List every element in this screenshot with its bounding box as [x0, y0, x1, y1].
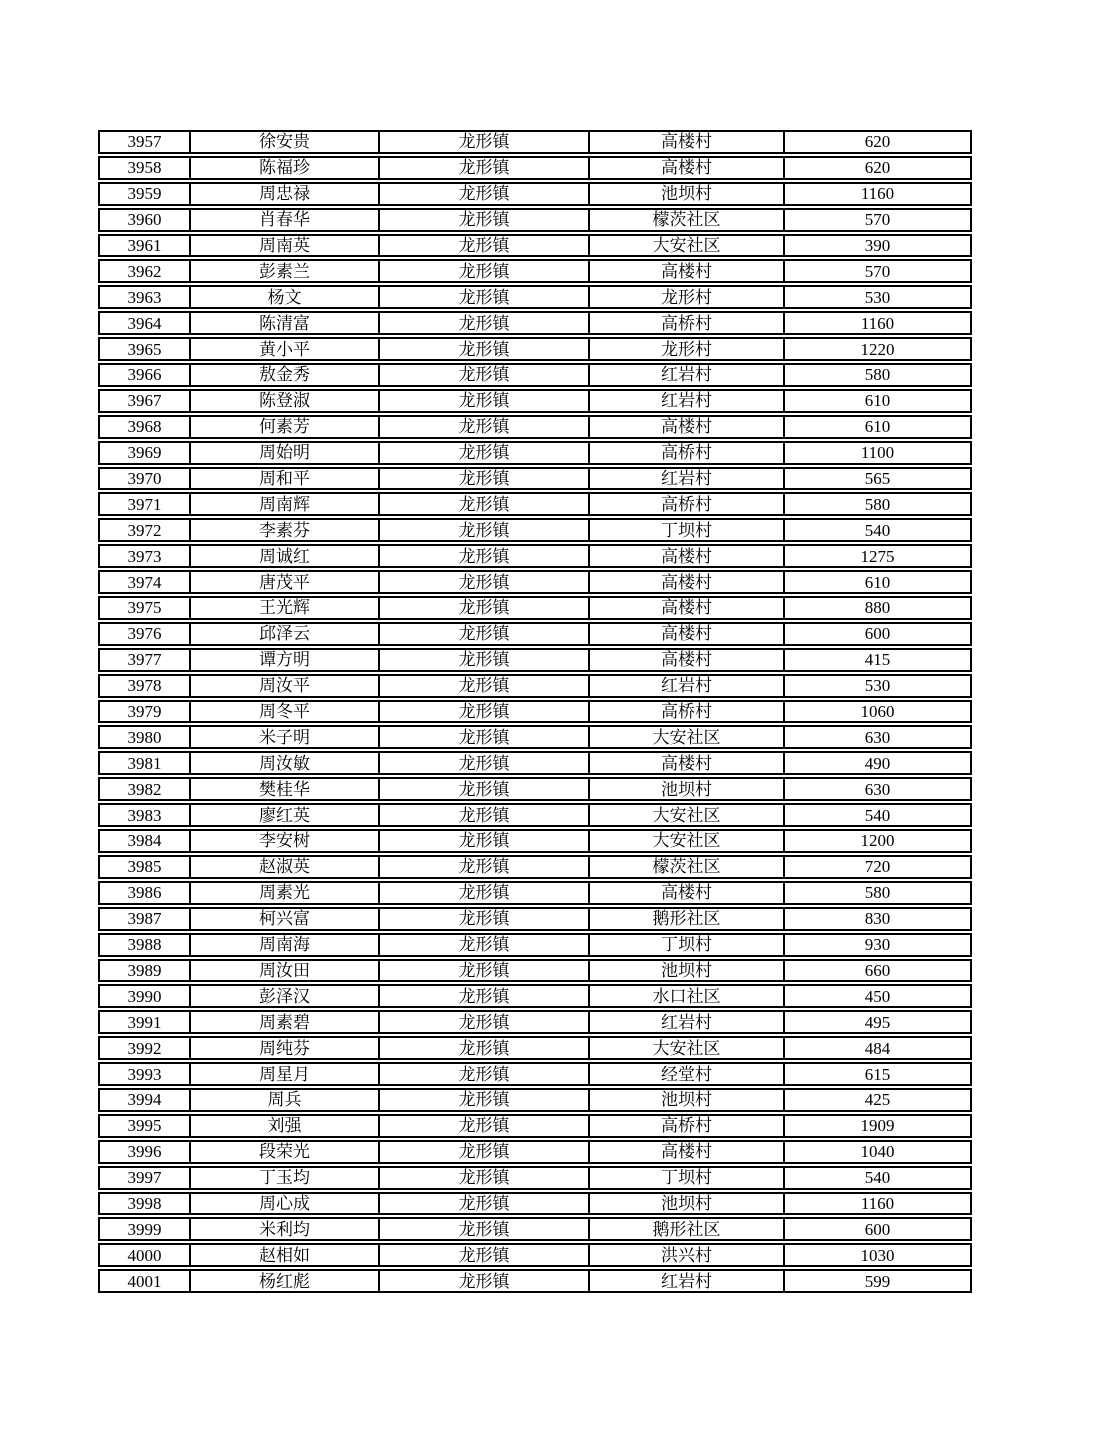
cell-town: 龙形镇 [378, 753, 588, 773]
cell-name: 段荣光 [189, 1142, 378, 1162]
cell-amount: 620 [783, 158, 970, 178]
cell-village: 池坝村 [588, 1090, 783, 1110]
cell-town: 龙形镇 [378, 391, 588, 411]
cell-amount: 425 [783, 1090, 970, 1110]
cell-town: 龙形镇 [378, 909, 588, 929]
cell-village: 高桥村 [588, 494, 783, 514]
table-row [98, 130, 972, 154]
cell-village: 高楼村 [588, 650, 783, 670]
cell-amount: 565 [783, 469, 970, 489]
table-row [98, 467, 972, 491]
cell-amount: 1160 [783, 184, 970, 204]
cell-name: 周冬平 [189, 702, 378, 722]
table-row [98, 855, 972, 879]
cell-amount: 484 [783, 1038, 970, 1058]
cell-town: 龙形镇 [378, 184, 588, 204]
table-row [98, 1192, 972, 1216]
cell-name: 杨红彪 [189, 1271, 378, 1291]
cell-town: 龙形镇 [378, 702, 588, 722]
cell-amount: 570 [783, 261, 970, 281]
cell-serial: 3981 [127, 753, 162, 773]
cell-serial: 3969 [127, 443, 162, 463]
table-row [98, 907, 972, 931]
cell-name: 黄小平 [189, 339, 378, 359]
cell-serial: 3987 [127, 909, 162, 929]
cell-serial: 3966 [127, 365, 162, 385]
cell-amount: 1160 [783, 1194, 970, 1214]
cell-town: 龙形镇 [378, 650, 588, 670]
cell-amount: 599 [783, 1271, 970, 1291]
cell-serial: 3967 [127, 391, 162, 411]
table-row [98, 1114, 972, 1138]
cell-name: 邱泽云 [189, 624, 378, 644]
table-row [98, 311, 972, 335]
cell-amount: 615 [783, 1064, 970, 1084]
cell-name: 周南海 [189, 935, 378, 955]
table-row [98, 881, 972, 905]
cell-amount: 610 [783, 391, 970, 411]
cell-serial: 3980 [127, 727, 162, 747]
cell-serial: 3975 [127, 598, 162, 618]
cell-village: 高楼村 [588, 572, 783, 592]
cell-town: 龙形镇 [378, 546, 588, 566]
cell-town: 龙形镇 [378, 624, 588, 644]
cell-serial: 3964 [127, 313, 162, 333]
cell-name: 谭方明 [189, 650, 378, 670]
cell-serial: 3997 [127, 1168, 162, 1188]
cell-town: 龙形镇 [378, 132, 588, 152]
cell-name: 敖金秀 [189, 365, 378, 385]
cell-amount: 580 [783, 494, 970, 514]
cell-serial: 3972 [127, 520, 162, 540]
cell-name: 周心成 [189, 1194, 378, 1214]
cell-village: 洪兴村 [588, 1245, 783, 1265]
table-row [98, 1140, 972, 1164]
cell-serial: 3977 [127, 650, 162, 670]
table-row [98, 337, 972, 361]
cell-village: 丁坝村 [588, 935, 783, 955]
cell-serial: 3989 [127, 960, 162, 980]
table-row [98, 1010, 972, 1034]
cell-village: 檬茨社区 [588, 210, 783, 230]
cell-amount: 630 [783, 727, 970, 747]
cell-amount: 540 [783, 1168, 970, 1188]
cell-name: 周南英 [189, 236, 378, 256]
table-row [98, 544, 972, 568]
cell-town: 龙形镇 [378, 1168, 588, 1188]
cell-village: 高桥村 [588, 443, 783, 463]
cell-name: 周纯芬 [189, 1038, 378, 1058]
cell-name: 赵淑英 [189, 857, 378, 877]
cell-town: 龙形镇 [378, 883, 588, 903]
cell-town: 龙形镇 [378, 261, 588, 281]
cell-serial: 3961 [127, 236, 162, 255]
cell-name: 李素芬 [189, 520, 378, 540]
cell-village: 大安社区 [588, 831, 783, 851]
cell-village: 高桥村 [588, 1116, 783, 1136]
cell-name: 陈登淑 [189, 391, 378, 411]
cell-serial: 3971 [127, 494, 162, 514]
cell-amount: 450 [783, 986, 970, 1006]
cell-serial: 3978 [127, 676, 162, 696]
cell-town: 龙形镇 [378, 236, 588, 256]
cell-amount: 540 [783, 805, 970, 825]
table-row [98, 285, 972, 309]
cell-amount: 530 [783, 287, 970, 307]
cell-name: 唐茂平 [189, 572, 378, 592]
cell-village: 高楼村 [588, 883, 783, 903]
table-row [98, 1269, 972, 1293]
cell-amount: 930 [783, 935, 970, 955]
cell-name: 米利均 [189, 1219, 378, 1239]
cell-village: 龙形村 [588, 339, 783, 359]
cell-village: 池坝村 [588, 1194, 783, 1214]
cell-serial: 3970 [127, 469, 162, 489]
cell-serial: 3996 [127, 1142, 162, 1162]
table-row [98, 1217, 972, 1241]
cell-name: 徐安贵 [189, 132, 378, 152]
cell-village: 红岩村 [588, 365, 783, 385]
cell-name: 周南辉 [189, 494, 378, 514]
cell-name: 彭素兰 [189, 261, 378, 281]
cell-amount: 530 [783, 676, 970, 696]
table-row [98, 570, 972, 594]
cell-amount: 415 [783, 650, 970, 670]
table-row [98, 518, 972, 542]
cell-amount: 1200 [783, 831, 970, 851]
table-row [98, 1062, 972, 1086]
cell-amount: 1275 [783, 546, 970, 566]
cell-town: 龙形镇 [378, 365, 588, 385]
cell-town: 龙形镇 [378, 1116, 588, 1136]
cell-name: 周和平 [189, 469, 378, 489]
cell-serial: 3985 [127, 857, 162, 877]
cell-village: 红岩村 [588, 1012, 783, 1032]
cell-village: 红岩村 [588, 391, 783, 411]
table-row [98, 1243, 972, 1267]
table-row [98, 674, 972, 698]
cell-amount: 600 [783, 624, 970, 644]
cell-village: 红岩村 [588, 676, 783, 696]
cell-serial: 3986 [127, 883, 162, 903]
table-row [98, 1088, 972, 1112]
cell-name: 彭泽汉 [189, 986, 378, 1006]
cell-name: 周素光 [189, 883, 378, 903]
cell-town: 龙形镇 [378, 986, 588, 1006]
cell-serial: 3979 [127, 702, 162, 722]
cell-town: 龙形镇 [378, 1012, 588, 1032]
cell-serial: 3959 [127, 184, 162, 204]
cell-name: 樊桂华 [189, 779, 378, 799]
cell-serial: 3988 [127, 935, 162, 955]
cell-village: 高楼村 [588, 546, 783, 566]
cell-village: 高桥村 [588, 702, 783, 722]
table-row [98, 648, 972, 672]
cell-town: 龙形镇 [378, 210, 588, 230]
cell-amount: 1060 [783, 702, 970, 722]
cell-town: 龙形镇 [378, 469, 588, 489]
cell-amount: 390 [783, 236, 970, 256]
cell-serial: 3965 [127, 339, 162, 359]
cell-amount: 1100 [783, 443, 970, 463]
cell-village: 鹅形社区 [588, 909, 783, 929]
cell-serial: 3963 [127, 287, 162, 307]
cell-village: 龙形村 [588, 287, 783, 307]
cell-town: 龙形镇 [378, 494, 588, 514]
table-row [98, 933, 972, 957]
cell-amount: 540 [783, 520, 970, 540]
cell-amount: 1909 [783, 1116, 970, 1136]
table-row [98, 596, 972, 620]
table-row [98, 725, 972, 749]
cell-village: 高楼村 [588, 753, 783, 773]
table-row [98, 1036, 972, 1060]
cell-village: 高楼村 [588, 624, 783, 644]
cell-village: 丁坝村 [588, 1168, 783, 1188]
cell-amount: 1220 [783, 339, 970, 359]
cell-town: 龙形镇 [378, 1219, 588, 1239]
cell-serial: 3991 [127, 1012, 162, 1032]
cell-town: 龙形镇 [378, 961, 588, 981]
table-row [98, 415, 972, 439]
cell-village: 水口社区 [588, 986, 783, 1006]
table-row [98, 777, 972, 801]
cell-amount: 610 [783, 417, 970, 437]
cell-name: 赵相如 [189, 1245, 378, 1265]
cell-name: 周素碧 [189, 1012, 378, 1032]
cell-serial: 3995 [127, 1116, 162, 1136]
cell-town: 龙形镇 [378, 1271, 588, 1291]
table-row [98, 259, 972, 283]
table-row [98, 389, 972, 413]
cell-serial: 4001 [127, 1271, 162, 1291]
cell-amount: 1030 [783, 1245, 970, 1265]
cell-amount: 830 [783, 909, 970, 929]
cell-town: 龙形镇 [378, 598, 588, 618]
cell-town: 龙形镇 [378, 520, 588, 540]
cell-village: 红岩村 [588, 1271, 783, 1291]
cell-village: 高桥村 [588, 313, 783, 333]
cell-amount: 1160 [783, 313, 970, 333]
cell-amount: 720 [783, 857, 970, 877]
cell-name: 何素芳 [189, 417, 378, 437]
cell-amount: 495 [783, 1012, 970, 1032]
table-row [98, 182, 972, 206]
cell-name: 周汝敏 [189, 753, 378, 773]
cell-serial: 4000 [127, 1245, 162, 1265]
table-row [98, 441, 972, 465]
table-row [98, 984, 972, 1008]
cell-village: 大安社区 [588, 805, 783, 825]
cell-name: 周忠禄 [189, 184, 378, 204]
cell-town: 龙形镇 [378, 1194, 588, 1214]
cell-name: 周汝平 [189, 676, 378, 696]
cell-name: 陈福珍 [189, 158, 378, 178]
cell-village: 鹅形社区 [588, 1219, 783, 1239]
cell-village: 高楼村 [588, 132, 783, 152]
cell-name: 周汝田 [189, 961, 378, 981]
cell-name: 王光辉 [189, 598, 378, 618]
cell-serial: 3994 [127, 1090, 162, 1110]
cell-name: 米子明 [189, 727, 378, 747]
table-row [98, 492, 972, 516]
cell-name: 肖春华 [189, 210, 378, 230]
cell-town: 龙形镇 [378, 676, 588, 696]
cell-serial: 3960 [127, 210, 162, 230]
cell-serial: 3973 [127, 546, 162, 566]
cell-town: 龙形镇 [378, 779, 588, 799]
cell-town: 龙形镇 [378, 572, 588, 592]
cell-name: 周诚红 [189, 546, 378, 566]
cell-serial: 3976 [127, 624, 162, 644]
table-row [98, 622, 972, 646]
cell-town: 龙形镇 [378, 857, 588, 877]
table-row [98, 156, 972, 180]
cell-town: 龙形镇 [378, 443, 588, 463]
cell-village: 大安社区 [588, 727, 783, 747]
cell-name: 刘强 [189, 1116, 378, 1136]
cell-amount: 600 [783, 1219, 970, 1239]
table-row [98, 803, 972, 827]
cell-amount: 490 [783, 753, 970, 773]
cell-amount: 660 [783, 961, 970, 981]
cell-town: 龙形镇 [378, 831, 588, 851]
cell-name: 周兵 [189, 1090, 378, 1110]
cell-village: 池坝村 [588, 961, 783, 981]
cell-village: 高楼村 [588, 261, 783, 281]
cell-town: 龙形镇 [378, 1245, 588, 1265]
cell-town: 龙形镇 [378, 805, 588, 825]
cell-town: 龙形镇 [378, 1038, 588, 1058]
cell-serial: 3984 [127, 831, 162, 851]
cell-village: 池坝村 [588, 779, 783, 799]
cell-serial: 3968 [127, 417, 162, 437]
cell-village: 经堂村 [588, 1064, 783, 1084]
cell-serial: 3974 [127, 572, 162, 592]
cell-serial: 3992 [127, 1038, 162, 1058]
cell-town: 龙形镇 [378, 313, 588, 333]
cell-serial: 3999 [127, 1219, 162, 1239]
cell-village: 高楼村 [588, 158, 783, 178]
cell-village: 大安社区 [588, 1038, 783, 1058]
cell-village: 檬茨社区 [588, 857, 783, 877]
cell-serial: 3958 [127, 158, 162, 178]
table-row [98, 208, 972, 232]
cell-village: 高楼村 [588, 1142, 783, 1162]
cell-amount: 570 [783, 210, 970, 230]
cell-town: 龙形镇 [378, 287, 588, 307]
data-table [98, 130, 972, 1293]
cell-town: 龙形镇 [378, 935, 588, 955]
cell-name: 周始明 [189, 443, 378, 463]
cell-village: 高楼村 [588, 417, 783, 437]
cell-amount: 610 [783, 572, 970, 592]
cell-name: 李安树 [189, 831, 378, 851]
cell-amount: 580 [783, 365, 970, 385]
cell-town: 龙形镇 [378, 1142, 588, 1162]
table-row [98, 363, 972, 387]
cell-name: 杨文 [189, 287, 378, 307]
cell-amount: 1040 [783, 1142, 970, 1162]
cell-name: 周星月 [189, 1064, 378, 1084]
cell-serial: 3983 [127, 805, 162, 825]
cell-town: 龙形镇 [378, 1090, 588, 1110]
cell-serial: 3962 [127, 261, 162, 281]
cell-village: 高楼村 [588, 598, 783, 618]
table-row [98, 959, 972, 983]
cell-village: 池坝村 [588, 184, 783, 204]
cell-town: 龙形镇 [378, 339, 588, 359]
table-row [98, 829, 972, 853]
cell-town: 龙形镇 [378, 1064, 588, 1084]
cell-town: 龙形镇 [378, 727, 588, 747]
cell-town: 龙形镇 [378, 158, 588, 178]
cell-serial: 3998 [127, 1193, 162, 1213]
cell-amount: 880 [783, 598, 970, 618]
cell-serial: 3982 [127, 779, 162, 799]
table-row [98, 700, 972, 724]
cell-name: 陈清富 [189, 313, 378, 333]
cell-village: 红岩村 [588, 469, 783, 489]
cell-serial: 3990 [127, 986, 162, 1006]
cell-serial: 3957 [127, 132, 162, 152]
cell-village: 丁坝村 [588, 520, 783, 540]
table-row [98, 234, 972, 258]
cell-name: 廖红英 [189, 805, 378, 825]
table-row [98, 1166, 972, 1190]
cell-amount: 580 [783, 883, 970, 903]
cell-village: 大安社区 [588, 236, 783, 256]
cell-town: 龙形镇 [378, 417, 588, 437]
cell-name: 丁玉均 [189, 1168, 378, 1188]
cell-amount: 630 [783, 779, 970, 799]
cell-serial: 3993 [127, 1064, 162, 1084]
cell-amount: 620 [783, 132, 970, 152]
table-row [98, 751, 972, 775]
cell-name: 柯兴富 [189, 909, 378, 929]
